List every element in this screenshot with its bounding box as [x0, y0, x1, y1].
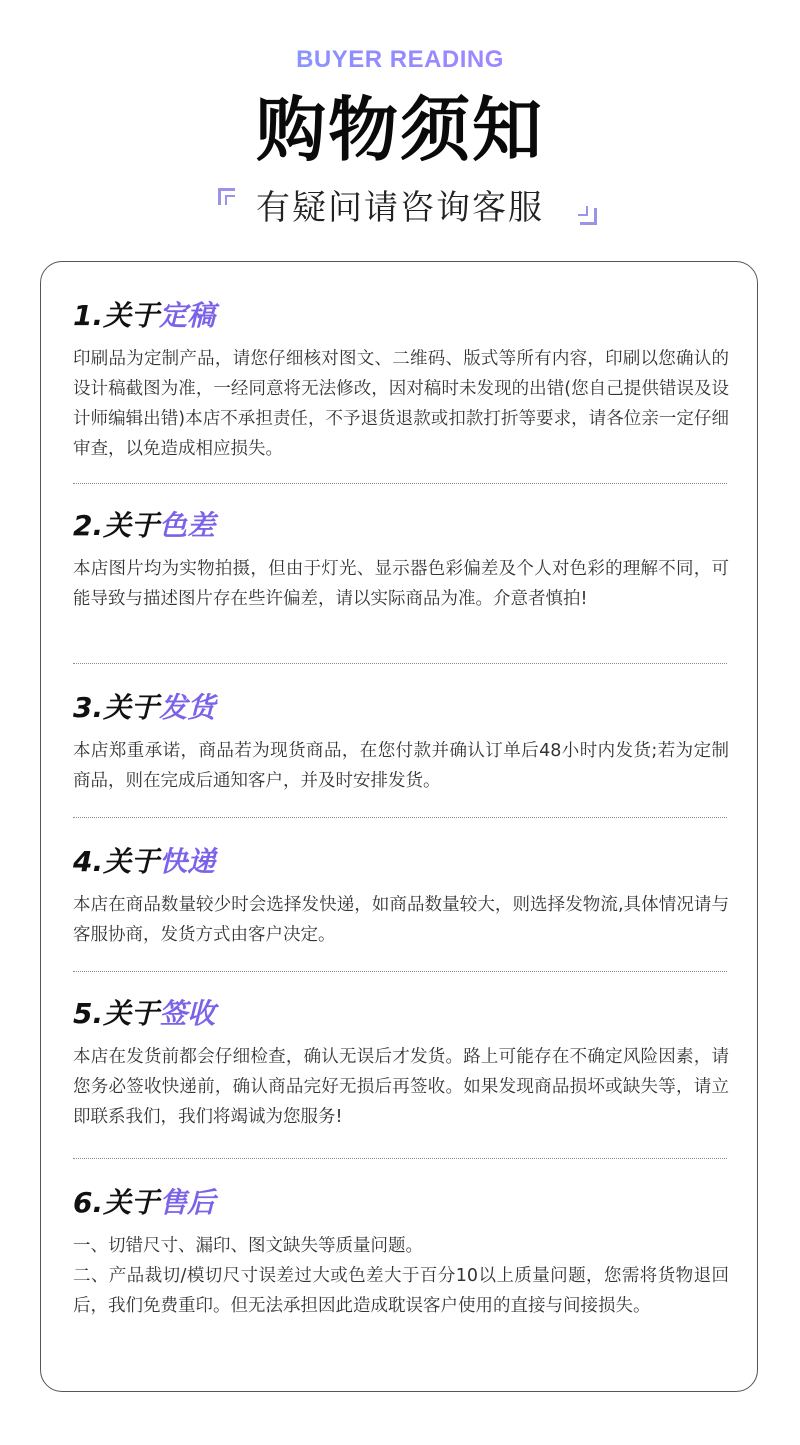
section-title-prefix: 5.关于 [73, 997, 160, 1030]
page-header [0, 0, 800, 260]
header-kicker: BUYER READING [0, 46, 800, 74]
section-body [73, 1231, 729, 1321]
right-corner-bracket-icon [580, 208, 597, 225]
section-body [73, 554, 729, 614]
section-paragraph: 本店在商品数量较少时会选择发快递，如商品数量较大，则选择发物流,具体情况请与客服协商，发货方式由客户决定。 [73, 895, 729, 945]
section-color-difference [73, 508, 729, 614]
section-proof [73, 298, 729, 464]
section-body [73, 1042, 729, 1132]
section-paragraph: 本店在发货前都会仔细检查，确认无误后才发货。路上可能存在不确定风险因素，请您务必签收快递前，确认商品完好无损后再签收。如果发现商品损坏或缺失等，请立即联系我们，我们将竭诚为您服务! [73, 1047, 729, 1127]
section-title [73, 1185, 729, 1221]
section-title-highlight: 快递 [159, 845, 216, 878]
section-title-highlight: 签收 [159, 997, 216, 1030]
section-title-highlight: 售后 [159, 1186, 216, 1219]
subtitle-row [0, 182, 800, 232]
section-title [73, 996, 729, 1032]
section-paragraph: 二、产品裁切/模切尺寸误差过大或色差大于百分10以上质量问题，您需将货物退回后，我们免费重印。但无法承担因此造成耽误客户使用的直接与间接损失。 [73, 1266, 729, 1316]
section-paragraph: 本店图片均为实物拍摄，但由于灯光、显示器色彩偏差及个人对色彩的理解不同，可能导致与描述图片存在些许偏差，请以实际商品为准。介意者慎拍! [73, 559, 729, 609]
section-body [73, 890, 729, 950]
section-title [73, 298, 729, 334]
section-divider [73, 663, 727, 664]
section-title-prefix: 6.关于 [73, 1186, 160, 1219]
section-express [73, 844, 729, 950]
section-divider [73, 817, 727, 818]
section-title-prefix: 4.关于 [73, 845, 160, 878]
section-title [73, 690, 729, 726]
section-title-prefix: 1.关于 [73, 299, 160, 332]
section-title [73, 844, 729, 880]
section-body [73, 736, 729, 796]
section-after-sales [73, 1185, 729, 1321]
section-title-prefix: 2.关于 [73, 509, 160, 542]
section-divider [73, 1158, 727, 1159]
section-title-highlight: 定稿 [159, 299, 216, 332]
section-paragraph: 一、切错尺寸、漏印、图文缺失等质量问题。 [73, 1236, 423, 1256]
section-divider [73, 971, 727, 972]
page-subtitle: 有疑问请咨询客服 [256, 188, 544, 228]
section-title-highlight: 发货 [159, 691, 216, 724]
section-divider [73, 483, 727, 484]
section-title-prefix: 3.关于 [73, 691, 160, 724]
page-title: 购物须知 [256, 89, 544, 171]
section-paragraph: 印刷品为定制产品，请您仔细核对图文、二维码、版式等所有内容，印刷以您确认的设计稿截图为准，一经同意将无法修改，因对稿时未发现的出错(您自己提供错误及设计师编辑出错)本店不承担责任，不予退货退款或扣款打折等要求，请各位亲一定仔细审查，以免造成相应损失。 [73, 349, 729, 459]
section-body [73, 344, 729, 464]
notice-card [40, 261, 758, 1392]
section-paragraph: 本店郑重承诺，商品若为现货商品，在您付款并确认订单后48小时内发货;若为定制商品，则在完成后通知客户，并及时安排发货。 [73, 741, 729, 791]
section-title [73, 508, 729, 544]
section-title-highlight: 色差 [159, 509, 216, 542]
section-receipt [73, 996, 729, 1132]
section-shipping [73, 690, 729, 796]
